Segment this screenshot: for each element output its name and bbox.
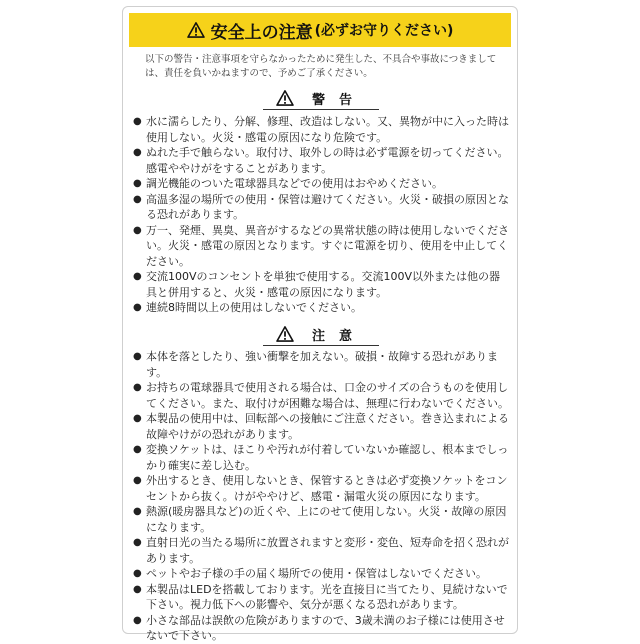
safety-banner [129, 13, 511, 47]
caution-item: ● 外出するとき、使用しないとき、保管するときは必ず変換ソケットをコンセントから抜く。けがややけど、感電・漏電火災の原因になります。 [133, 473, 511, 504]
warning-item: ● 万一、発煙、異臭、異音がするなどの異常状態の時は使用しないでください。火災・感電の原因となります。すぐに電源を切り、使用を中止してください。 [133, 223, 511, 270]
warning-triangle-icon [276, 90, 294, 106]
caution-underline [263, 345, 379, 346]
caution-heading-label: 注意 [311, 328, 366, 344]
caution-item: ● 本製品の使用中は、回転部への接触にご注意ください。巻き込まれによる故障やけがの恐れがあります。 [133, 411, 511, 442]
banner-subtitle: (必ずお守りください) [314, 23, 454, 39]
warning-item: ● 調光機能のついた電球器具などでの使用はおやめください。 [133, 176, 511, 192]
caution-item: ● 本体を落としたり、強い衝撃を加えない。破損・故障する恐れがあります。 [133, 349, 511, 380]
warning-list [133, 114, 511, 316]
caution-item: ● ペットやお子様の手の届く場所での使用・保管はしないでください。 [133, 566, 511, 582]
intro-text: 以下の警告・注意事項を守らなかったために発生した、不具合や事故につきましては、責任を負いかねますので、予めご了承ください。 [145, 54, 497, 79]
caution-item: ● 熱源(暖房器具など)の近くや、上にのせて使用しない。火災・故障の原因になります。 [133, 504, 511, 535]
caution-item: ● 変換ソケットは、ほこりや汚れが付着していないか確認し、根本までしっかり確実に差し込む。 [133, 442, 511, 473]
warning-item: ● ぬれた手で触らない。取付け、取外しの時は必ず電源を切ってください。感電ややけがをすることがあります。 [133, 145, 511, 176]
safety-notice-card [122, 6, 518, 642]
warning-item: ● 交流100Vのコンセントを単独で使用する。交流100V以外または他の器具と併用すると、火災・感電の原因になります。 [133, 269, 511, 300]
banner-title: 安全上の注意 [210, 22, 313, 43]
caution-item: ● 直射日光の当たる場所に放置されますと変形・変色、短寿命を招く恐れがあります。 [133, 535, 511, 566]
caution-item: ● 小さな部品は誤飲の危険がありますので、3歳未満のお子様には使用させないで下さい。 [133, 613, 511, 644]
caution-item: ● お持ちの電球器具で使用される場合は、口金のサイズの合うものを使用してください。また、取付けが困難な場合は、無理に行わないでください。 [133, 380, 511, 411]
caution-item: ● 本製品はLEDを搭載しております。光を直接目に当てたり、見続けないで下さい。視力低下への影響や、気分が悪くなる恐れがあります。 [133, 582, 511, 613]
warning-underline [263, 109, 379, 110]
warning-item: ● 高温多湿の場所での使用・保管は避けてください。火災・破損の原因となる恐れがあります。 [133, 192, 511, 223]
warning-heading [123, 87, 519, 109]
caution-list [133, 349, 511, 644]
warning-item: ● 連続8時間以上の使用はしないでください。 [133, 300, 511, 316]
warning-triangle-icon [276, 326, 294, 342]
warning-triangle-icon [187, 22, 205, 38]
warning-heading-label: 警告 [311, 92, 366, 108]
caution-heading [123, 323, 519, 345]
warning-item: ● 水に濡らしたり、分解、修理、改造はしない。又、異物が中に入った時は使用しない。火災・感電の原因になり危険です。 [133, 114, 511, 145]
